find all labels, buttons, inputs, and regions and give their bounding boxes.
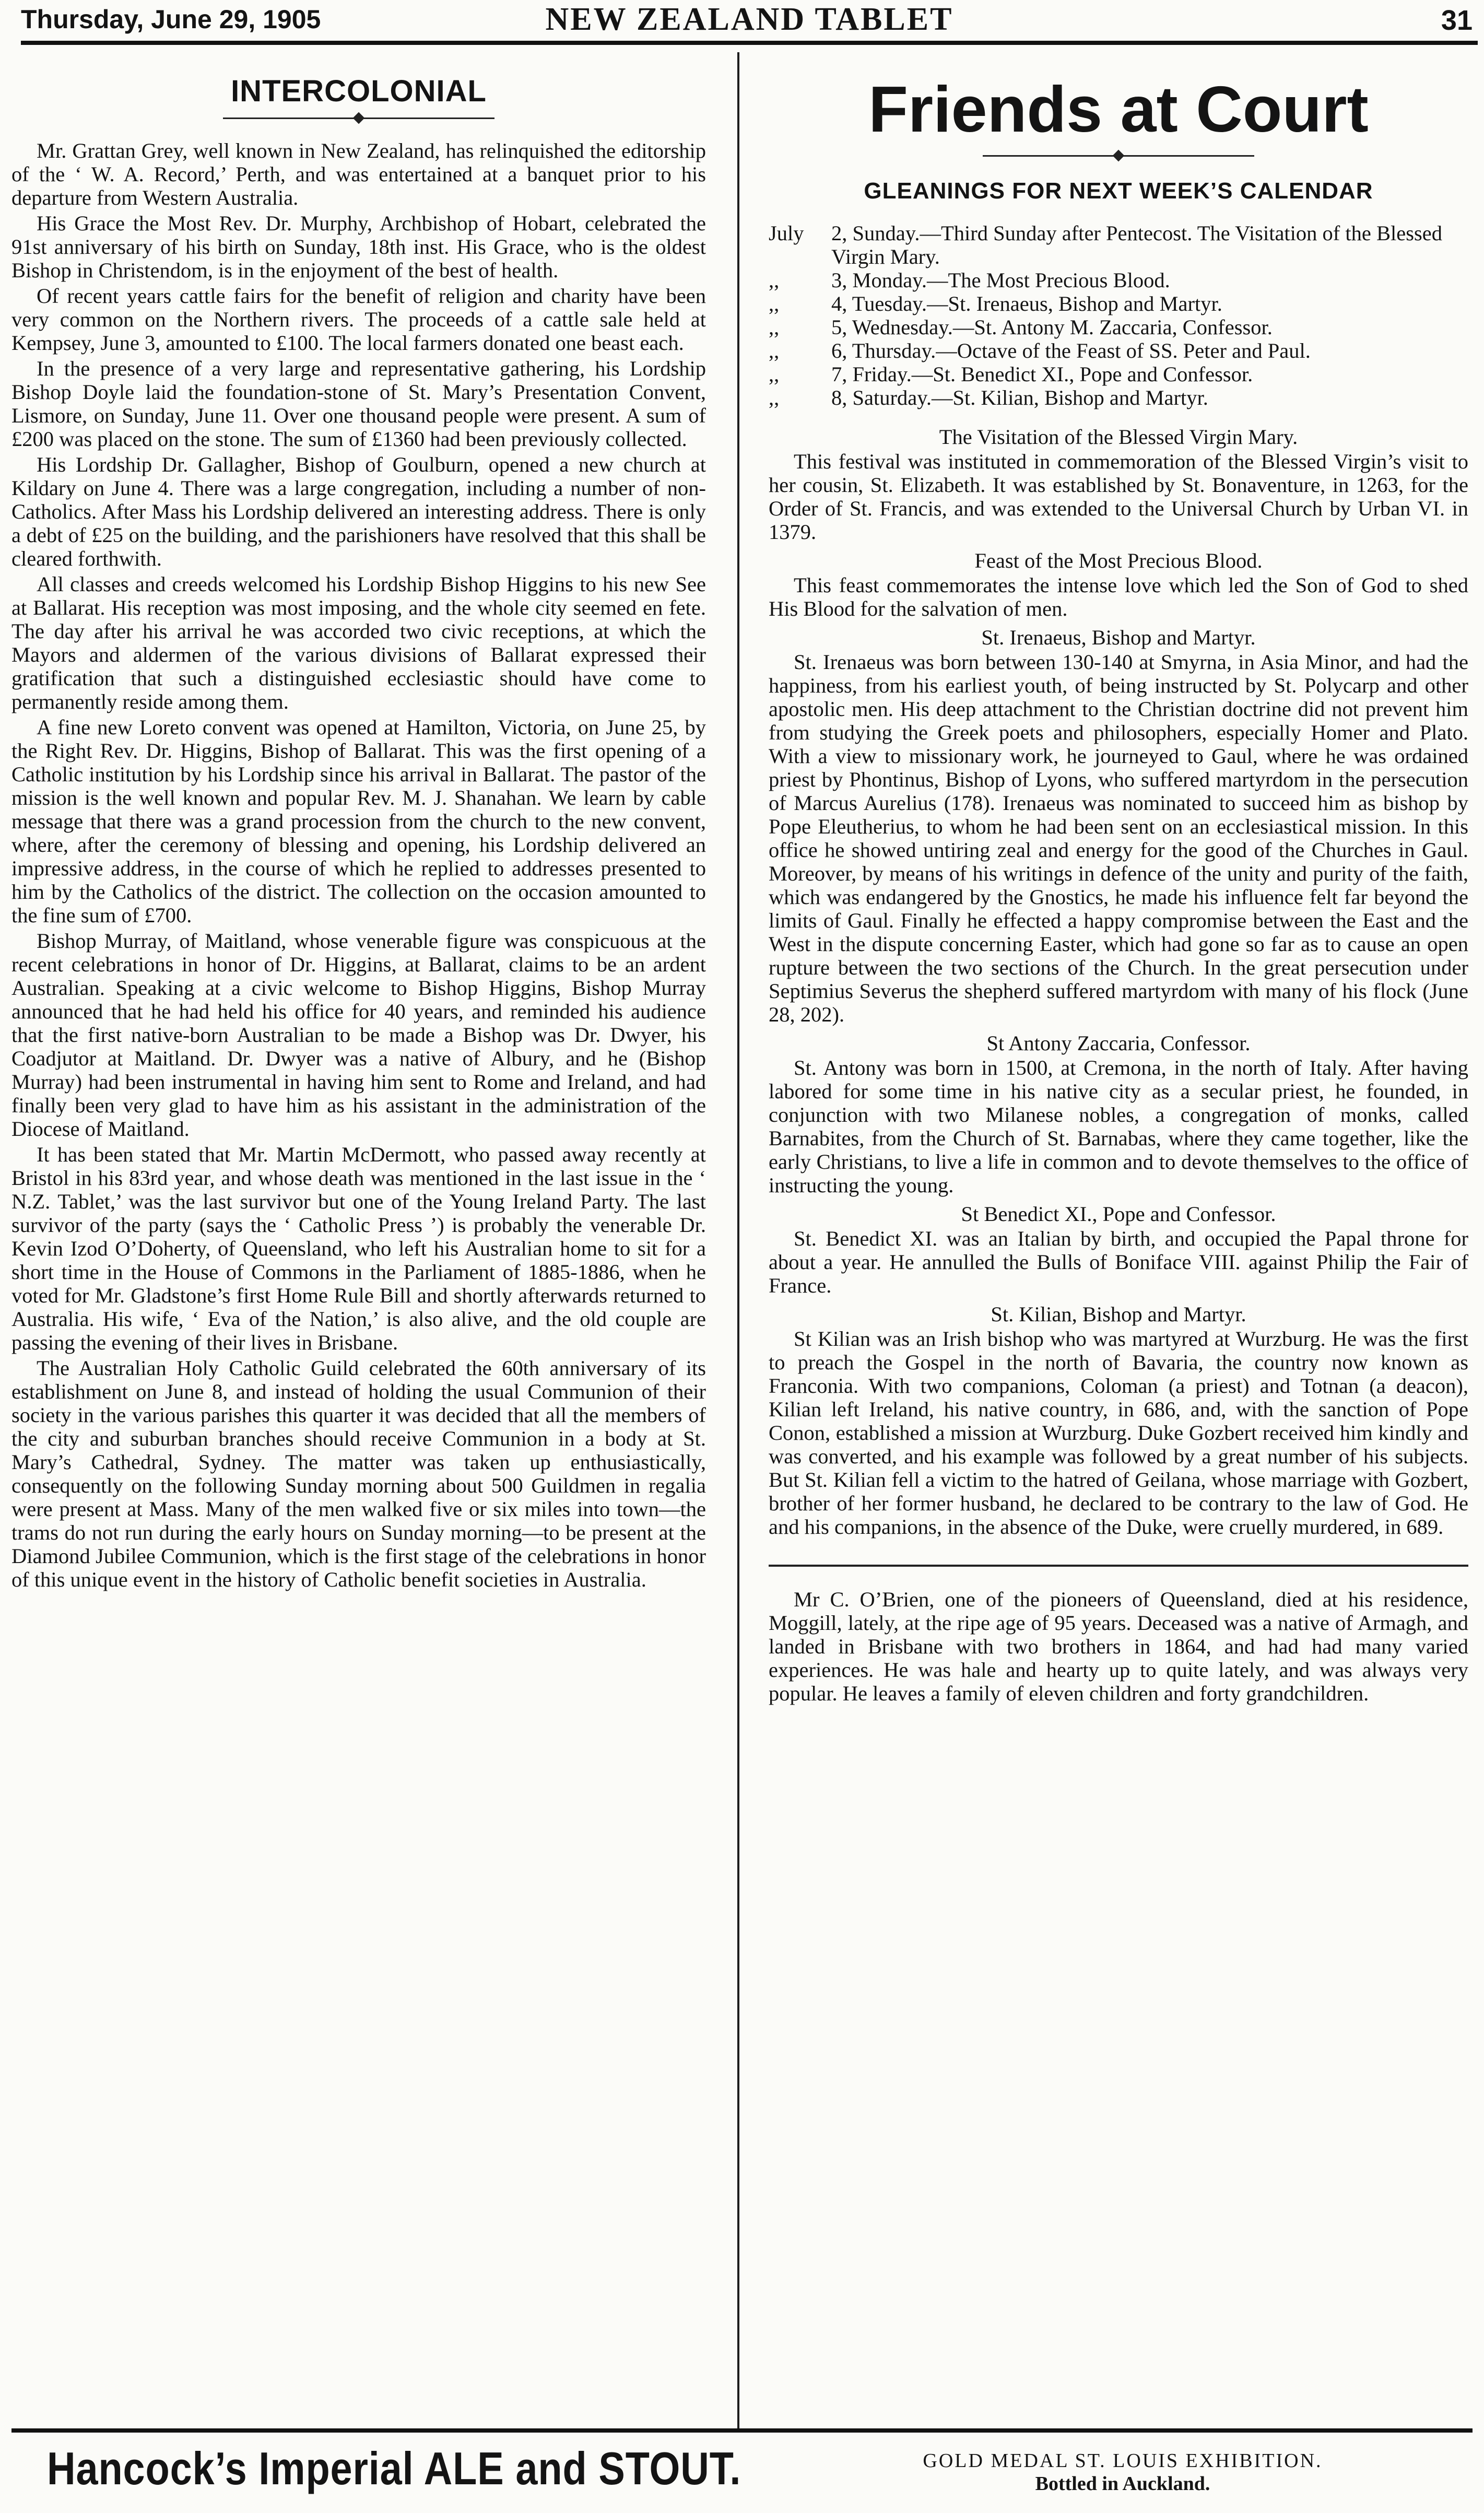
ornament-rule [223, 113, 494, 123]
calendar-entry [769, 386, 1468, 409]
section-body: St. Irenaeus was born between 130-140 at Smyrna, in Asia Minor, and had the happiness, from his earliest youth, of being instructed by St. Polycarp and other apostolic men. His deep attachment to the Christian doctrine did not prevent him from studying the Greek poets and philosophers, especially Homer and Plato. With a view to missionary work, he journeyed to Gaul, where he was ordained priest by Phontinus, Bishop of Lyons, who suffered martyrdom in the persecution of Marcus Aurelius (178). Irenaeus was nominated to succeed him as bishop by Pope Eleutherius, to whom he had been sent on an ecclesiastical mission. In this office he showed untiring zeal and energy for the good of the Churches in Gaul. Moreover, by means of his writings in defence of the unity and purity of the faith, which was endangered by the Gnostics, he made his influence felt far beyond the limits of Gaul. Finally he effected a happy compromise between the East and the West in the dispute concerning Easter, which had gone so far as to cause an open rupture between the two sections of the Church. In the great persecution under Septimius Severus the shepherd suffered martyrdom with many of his flock (June 28, 202). [769, 650, 1468, 1026]
article-paragraph: Of recent years cattle fairs for the benefit of religion and charity have been very common on the Northern rivers. The proceeds of a cattle sale held at Kempsey, June 3, amounted to £100. The local farmers donated one beast each. [11, 284, 706, 355]
article-paragraph: It has been stated that Mr. Martin McDermott, who passed away recently at Bristol in his 83rd year, and whose death was mentioned in the last issue in the ‘ N.Z. Tablet,’ was the last survivor but one of the Young Ireland Party. The last survivor of the party (says the ‘ Catholic Press ’) is probably the venerable Dr. Kevin Izod O’Doherty, of Queensland, who left his Australian home to sit for a short time in the House of Commons in the Parliament of 1885-1886, when he voted for Mr. Gladstone’s first Home Rule Bill and shortly afterwards returned to Australia. His wife, ‘ Eva of the Nation,’ is also alive, and the old couple are passing the evening of their lives in Brisbane. [11, 1143, 706, 1354]
calendar-text: 7, Friday.—St. Benedict XI., Pope and Confessor. [831, 362, 1253, 386]
calendar-text: 3, Monday.—The Most Precious Blood. [831, 268, 1170, 292]
section-body: St. Benedict XI. was an Italian by birth, and occupied the Papal throne for about a year. He annulled the Bulls of Boniface VIII. against Philip the Fair of France. [769, 1227, 1468, 1297]
intercolonial-heading: INTERCOLONIAL [231, 74, 487, 108]
note-body: Mr C. O’Brien, one of the pioneers of Queensland, died at his residence, Moggill, lately, at the ripe age of 95 years. Deceased was a native of Armagh, and landed in Brisbane with two brothers in 1864, and had had many varied experiences. He was hale and hearty up to quite lately, and was always very popular. He leaves a family of eleven children and forty grandchildren. [769, 1588, 1468, 1705]
obituary-note [769, 1565, 1468, 1705]
footer-medal-block [888, 2449, 1358, 2495]
friends-at-court-column [769, 52, 1468, 2408]
section-body: This feast commemorates the intense love which led the Son of God to shed His Blood for the salvation of men. [769, 573, 1468, 620]
page-number: 31 [1441, 5, 1473, 36]
article-paragraph: All classes and creeds welcomed his Lordship Bishop Higgins to his new See at Ballarat. His reception was most imposing, and the whole city seemed en fete. The day after his arrival he was accorded two civic receptions, at which the Mayors and aldermen of the various divisions of Ballarat expressed their gratification that such a distinguished ecclesiastic should have come to permanently reside among them. [11, 572, 706, 713]
intercolonial-column [11, 52, 706, 2408]
calendar-mark: ,, [769, 292, 780, 315]
calendar-entry [769, 221, 1468, 268]
calendar-list [769, 221, 1468, 409]
footer-rule [11, 2428, 1473, 2433]
article-paragraph: In the presence of a very large and representative gathering, his Lordship Bishop Doyle laid the foundation-stone of St. Mary’s Presentation Convent, Lismore, on Sunday, June 11. Over one thousand people were present. A sum of £200 was placed on the stone. The sum of £1360 had been previously collected. [11, 357, 706, 451]
calendar-text: 6, Thursday.—Octave of the Feast of SS. Peter and Paul. [831, 339, 1311, 362]
article-paragraph: Mr. Grattan Grey, well known in New Zealand, has relinquished the editorship of the ‘ W. A. Record,’ Perth, and was entertained at a banquet prior to his departure from Western Australia. [11, 139, 706, 209]
calendar-mark: ,, [769, 339, 780, 362]
section-body: St. Antony was born in 1500, at Cremona, in the north of Italy. After having labored for some time in his native city as a secular priest, he founded, in conjunction with two Milanese nobles, a congregation of monks, called Barnabites, from the Church of St. Barnabas, where they came together, like the early Christians, to live a life in common and to devote themselves to the office of instructing the young. [769, 1056, 1468, 1197]
calendar-mark: ,, [769, 386, 780, 409]
friends-at-court-title: Friends at Court [868, 74, 1369, 146]
footer-bottled: Bottled in Auckland. [1035, 2473, 1210, 2495]
calendar-mark: ,, [769, 315, 780, 339]
section-heading: St Benedict XI., Pope and Confessor. [961, 1202, 1276, 1226]
section-body: St Kilian was an Irish bishop who was martyred at Wurzburg. He was the first to preach the Gospel in the north of Bavaria, the country now known as Franconia. With two companions, Coloman (a priest) and Totnan (a deacon), Kilian left Ireland, his native country, in 686, and, with the sanction of Pope Conon, established a mission at Wurzburg. Duke Gozbert received him kindly and was converted, and his example was followed by a great number of his subjects. But St. Kilian fell a victim to the hatred of Geilana, whose marriage with Gozbert, brother of her former husband, he declared to be contrary to the law of God. He and his companions, in the absence of the Duke, were cruelly murdered, in 689. [769, 1327, 1468, 1539]
calendar-text: 5, Wednesday.—St. Antony M. Zaccaria, Confessor. [831, 315, 1273, 339]
section-heading: St Antony Zaccaria, Confessor. [986, 1031, 1251, 1055]
column-divider [737, 52, 739, 2428]
calendar-entry [769, 268, 1468, 292]
calendar-text: 4, Tuesday.—St. Irenaeus, Bishop and Martyr. [831, 292, 1222, 315]
newspaper-title: NEW ZEALAND TABLET [545, 2, 953, 37]
article-paragraph: The Australian Holy Catholic Guild celebrated the 60th anniversary of its establishment on June 8, and instead of holding the usual Communion of their society in the various parishes this quarter it was decided that all the members of the city and suburban branches should receive Communion in a body at St. Mary’s Cathedral, Sydney. The matter was taken up enthusiastically, consequently on the following Sunday morning about 500 Guildmen in regalia were present at Mass. Many of the men walked five or six miles into town—the trams do not run during the early hours on Sunday morning—to be present at the Diamond Jubilee Communion, which is the first stage of the celebrations in honor of this unique event in the history of Catholic benefit societies in Australia. [11, 1356, 706, 1591]
section-heading: St. Kilian, Bishop and Martyr. [991, 1302, 1246, 1326]
article-paragraph: A fine new Loreto convent was opened at Hamilton, Victoria, on June 25, by the Right Rev. Dr. Higgins, Bishop of Ballarat. This was the first opening of a Catholic institution by his Lordship since his arrival in Ballarat. The pastor of the mission is the well known and popular Rev. M. J. Shanahan. We learn by cable message that there was a grand procession from the church to the new convent, where, after the ceremony of blessing and opening, his Lordship delivered an impressive address, in the course of which he replied to addresses presented to him by the Catholics of the district. The collection on the occasion amounted to the fine sum of £700. [11, 715, 706, 927]
section-heading: St. Irenaeus, Bishop and Martyr. [981, 626, 1256, 649]
calendar-entry [769, 292, 1468, 315]
calendar-entry [769, 315, 1468, 339]
calendar-mark: ,, [769, 268, 780, 292]
calendar-entry [769, 362, 1468, 386]
calendar-mark: ,, [769, 362, 780, 386]
issue-date: Thursday, June 29, 1905 [21, 5, 321, 34]
article-paragraph: Bishop Murray, of Maitland, whose venerable figure was conspicuous at the recent celebrations in honor of Dr. Higgins, at Ballarat, claims to be an ardent Australian. Speaking at a civic welcome to Bishop Higgins, Bishop Murray announced that he had held his office for 40 years, and reminded his audience that the first native-born Australian to be made a Bishop was Dr. Dwyer, his Coadjutor at Maitland. Dr. Dwyer was a native of Albury, and he (Bishop Murray) had been instrumental in having him sent to Rome and Ireland, and had finally been very glad to have him as his assistant in the administration of the Diocese of Maitland. [11, 929, 706, 1141]
calendar-mark: July [769, 221, 804, 245]
section-heading: Feast of the Most Precious Blood. [974, 549, 1263, 572]
section-heading: The Visitation of the Blessed Virgin Mary. [939, 425, 1298, 449]
article-paragraph: His Grace the Most Rev. Dr. Murphy, Archbishop of Hobart, celebrated the 91st anniversary of his birth on Sunday, 18th inst. His Grace, who is the oldest Bishop in Christendom, is in the enjoyment of the best of health. [11, 212, 706, 282]
calendar-text: 8, Saturday.—St. Kilian, Bishop and Martyr. [831, 386, 1208, 409]
calendar-entry [769, 339, 1468, 362]
calendar-text: 2, Sunday.—Third Sunday after Pentecost. The Visitation of the Blessed Virgin Mary. [831, 221, 1443, 268]
calendar-subtitle: GLEANINGS FOR NEXT WEEK’S CALENDAR [864, 178, 1373, 204]
footer-medal: GOLD MEDAL ST. LOUIS EXHIBITION. [923, 2450, 1323, 2472]
article-paragraph: His Lordship Dr. Gallagher, Bishop of Goulburn, opened a new church at Kildary on June 4. There was a large congregation, including a number of non-Catholics. After Mass his Lordship delivered an interesting address. There is only a debt of £25 on the building, and the parishioners have resolved that this shall be cleared forthwith. [11, 453, 706, 570]
ornament-rule [983, 150, 1254, 161]
footer-advert: Hancock’s Imperial ALE and STOUT. [47, 2442, 741, 2494]
section-body: This festival was instituted in commemoration of the Blessed Virgin’s visit to her cousin, St. Elizabeth. It was established by St. Bonaventure, in 1263, for the Order of St. Francis, and was extended to the Universal Church by Urban VI. in 1379. [769, 450, 1468, 544]
masthead [21, 0, 1478, 45]
